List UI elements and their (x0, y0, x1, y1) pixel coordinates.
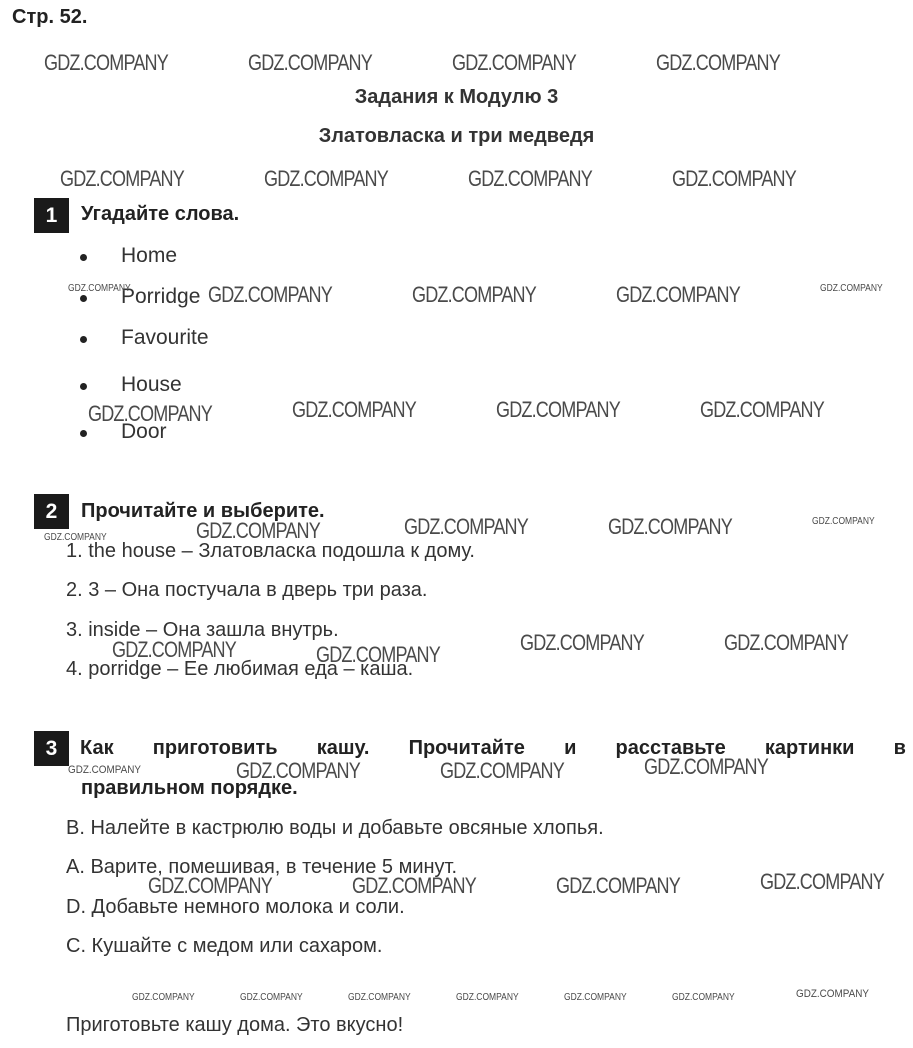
watermark: GDZ.COMPANY (644, 754, 768, 779)
task-title-word: в (893, 737, 906, 759)
watermark: GDZ.COMPANY (700, 397, 824, 422)
watermark: GDZ.COMPANY (656, 50, 780, 75)
task-title-word: приготовить (152, 737, 278, 759)
task-title-word: Как (80, 737, 114, 759)
watermark: GDZ.COMPANY (616, 282, 740, 307)
step-line: A. Варите, помешивая, в течение 5 минут. (66, 856, 458, 878)
page-number: Стр. 52. (12, 6, 88, 28)
watermark: GDZ.COMPANY (468, 166, 592, 191)
watermark: GDZ.COMPANY (520, 630, 644, 655)
step-line: C. Кушайте с медом или сахаром. (66, 935, 383, 957)
bullet-icon (80, 430, 87, 437)
watermark: GDZ.COMPANY (132, 992, 195, 1003)
watermark: GDZ.COMPANY (672, 166, 796, 191)
answer-line: 2. 3 – Она постучала в дверь три раза. (66, 579, 428, 601)
watermark: GDZ.COMPANY (208, 282, 332, 307)
watermark: GDZ.COMPANY (292, 397, 416, 422)
story-title: Златовласка и три медведя (318, 125, 595, 147)
watermark: GDZ.COMPANY (820, 283, 883, 294)
bullet-icon (80, 295, 87, 302)
watermark: GDZ.COMPANY (240, 992, 303, 1003)
watermark: GDZ.COMPANY (796, 988, 869, 1000)
watermark: GDZ.COMPANY (68, 764, 141, 776)
answer-line: 4. porridge – Ее любимая еда – каша. (66, 658, 414, 680)
watermark: GDZ.COMPANY (760, 869, 884, 894)
watermark: GDZ.COMPANY (348, 992, 411, 1003)
watermark: GDZ.COMPANY (44, 532, 107, 543)
watermark: GDZ.COMPANY (248, 50, 372, 75)
watermark: GDZ.COMPANY (724, 630, 848, 655)
watermark: GDZ.COMPANY (412, 282, 536, 307)
task-title-word: расставьте (615, 737, 726, 759)
task-number-badge: 2 (34, 494, 69, 529)
bullet-icon (80, 383, 87, 390)
watermark: GDZ.COMPANY (112, 637, 236, 662)
watermark: GDZ.COMPANY (496, 397, 620, 422)
watermark: GDZ.COMPANY (316, 642, 440, 667)
task-title-word: кашу. (316, 737, 370, 759)
task-title-word: картинки (764, 737, 855, 759)
watermark: GDZ.COMPANY (148, 873, 272, 898)
watermark: GDZ.COMPANY (452, 50, 576, 75)
watermark: GDZ.COMPANY (440, 758, 564, 783)
task-title-line-2: правильном порядке. (81, 777, 298, 799)
watermark: GDZ.COMPANY (196, 518, 320, 543)
watermark: GDZ.COMPANY (264, 166, 388, 191)
task-number-badge: 1 (34, 198, 69, 233)
module-title: Задания к Модулю 3 (354, 86, 559, 108)
task-title-word: Прочитайте (408, 737, 525, 759)
watermark: GDZ.COMPANY (608, 514, 732, 539)
step-line: B. Налейте в кастрюлю воды и добавьте овсяные хлопья. (66, 817, 604, 839)
task-number-badge: 3 (34, 731, 69, 766)
watermark: GDZ.COMPANY (68, 283, 131, 294)
answer-line: 1. the house – Златовласка подошла к дому. (66, 540, 475, 562)
step-line: D. Добавьте немного молока и соли. (66, 896, 405, 918)
watermark: GDZ.COMPANY (456, 992, 519, 1003)
answer-line: 3. inside – Она зашла внутрь. (66, 619, 339, 641)
task-title: Прочитайте и выберите. (81, 500, 325, 522)
task-title-word: и (564, 737, 577, 759)
closing-line: Приготовьте кашу дома. Это вкусно! (66, 1014, 404, 1036)
watermark: GDZ.COMPANY (564, 992, 627, 1003)
watermark: GDZ.COMPANY (404, 514, 528, 539)
task-title (80, 737, 906, 760)
watermark: GDZ.COMPANY (60, 166, 184, 191)
bullet-icon (80, 254, 87, 261)
watermark: GDZ.COMPANY (352, 873, 476, 898)
watermark: GDZ.COMPANY (672, 992, 735, 1003)
watermark: GDZ.COMPANY (88, 401, 212, 426)
watermark: GDZ.COMPANY (556, 873, 680, 898)
task-title: Угадайте слова. (81, 203, 240, 225)
watermark: GDZ.COMPANY (236, 758, 360, 783)
watermark: GDZ.COMPANY (44, 50, 168, 75)
watermark: GDZ.COMPANY (812, 516, 875, 527)
bullet-icon (80, 336, 87, 343)
